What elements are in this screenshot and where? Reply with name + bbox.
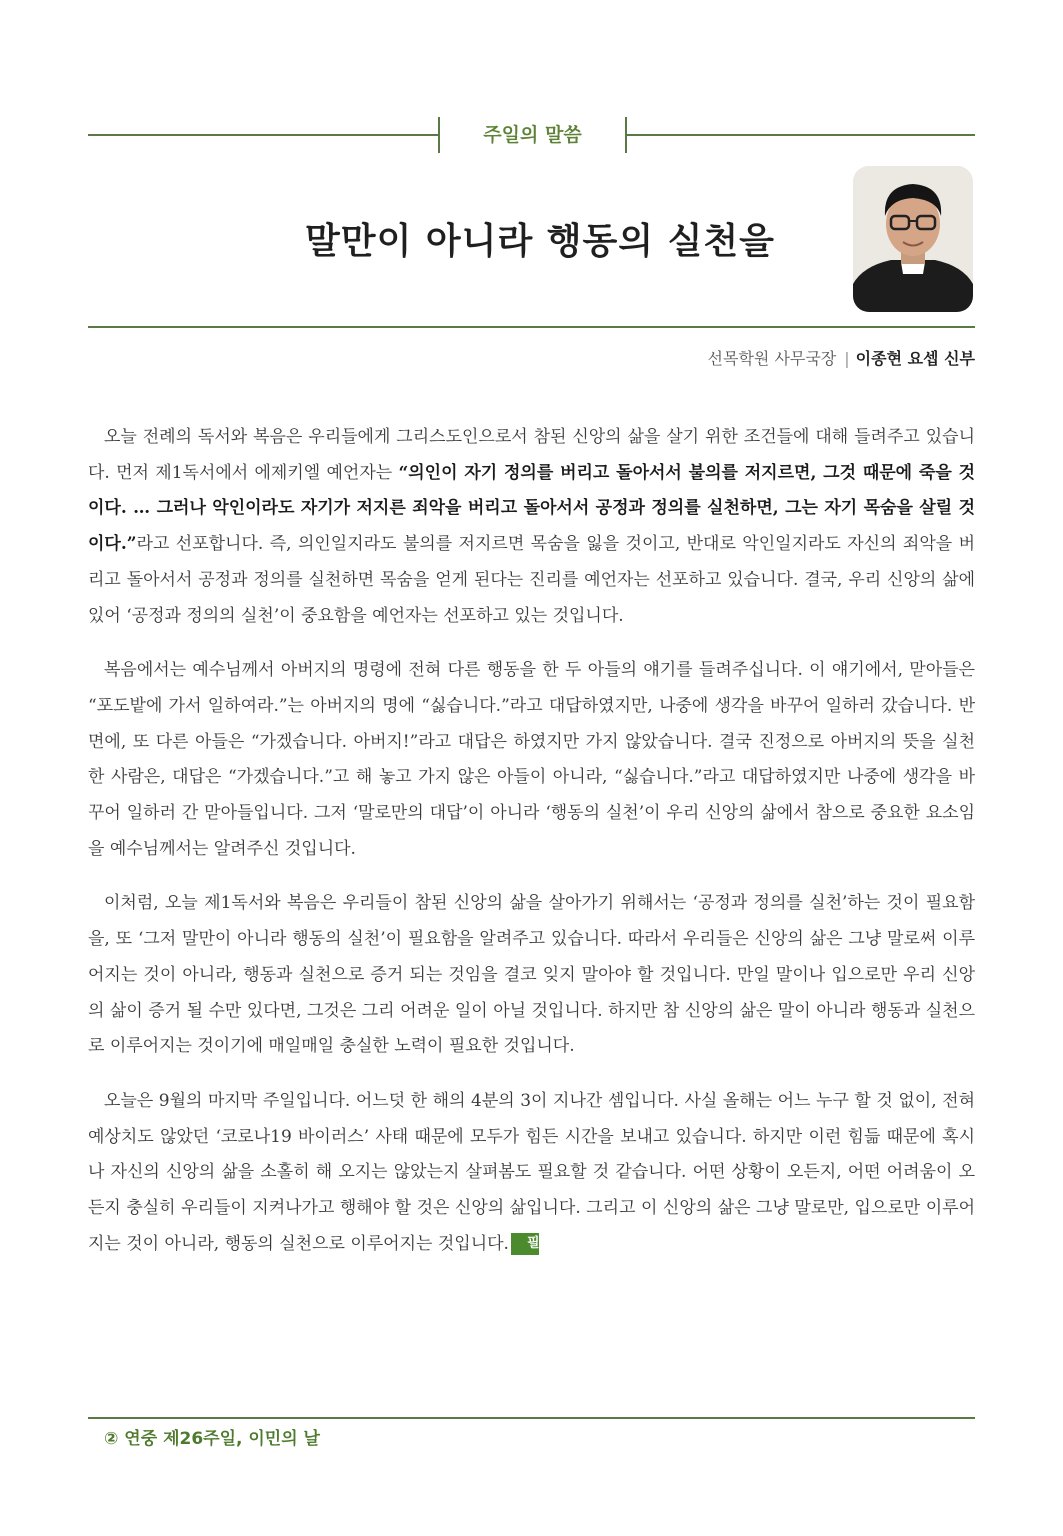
paragraph-1-intro: 오늘 전례의 독서와 복음은 우리들에게 그리스도인으로서 참된 신앙의 삶을 살기 위한 조건들에 대해 들려주고 있습니다. 먼저 제1독서에서 에제키엘 예언자는	[88, 427, 975, 483]
page-footer: ② 연중 제26주일, 이민의 날	[104, 1429, 320, 1449]
author-photo	[853, 166, 973, 312]
paragraph-1-rest: 라고 선포합니다. 즉, 의인일지라도 불의를 저지르면 목숨을 잃을 것이고, 반대로 악인일지라도 자신의 죄악을 버리고 돌아서서 공정과 정의를 실천하면 목숨을 얻게 된다는 진리를 예언자는 선포하고 있습니다. 결국, 우리 신앙의 삶에 있어 ‘공정과 정의의 실천’이 중요함을 예언자는 선포하고 있는 것입니다.	[88, 534, 975, 626]
title-rule	[88, 326, 975, 328]
footer-rule	[88, 1417, 975, 1419]
article-body	[88, 420, 975, 1281]
paragraph-2: 복음에서는 예수님께서 아버지의 명령에 전혀 다른 행동을 한 두 아들의 얘기를 들려주십니다. 이 얘기에서, 맏아들은 “포도밭에 가서 일하여라.”는 아버지의 명에 “싫습니다.”라고 대답하였지만, 나중에 생각을 바꾸어 일하러 갔습니다. 반면에, 또 다른 아들은 “가겠습니다. 아버지!”라고 대답은 하였지만 가지 않았습니다. 결국 진정으로 아버지의 뜻을 실천한 사람은, 대답은 “가겠습니다.”고 해 놓고 가지 않은 아들이 아니라, “싫습니다.”라고 대답하였지만 나중에 생각을 바꾸어 일하러 간 맏아들입니다. 그저 ‘말로만의 대답’이 아니라 ‘행동의 실천’이 우리 신앙의 삶에서 참으로 중요한 요소임을 예수님께서는 알려주신 것입니다.	[88, 660, 975, 859]
paragraph-4-text: 오늘은 9월의 마지막 주일입니다. 어느덧 한 해의 4분의 3이 지나간 셈입니다. 사실 올해는 어느 누구 할 것 없이, 전혀 예상치도 않았던 ‘코로나19 바이러스’ 사태 때문에 모두가 힘든 시간을 보내고 있습니다. 하지만 이런 힘듦 때문에 혹시나 자신의 신앙의 삶을 소홀히 해 오지는 않았는지 살펴봄도 필요할 것 같습니다. 어떤 상황이 오든지, 어떤 어려움이 오든지 충실히 우리들이 지켜나가고 행해야 할 것은 신앙의 삶입니다. 그리고 이 신앙의 삶은 그냥 말로만, 입으로만 이루어지는 것이 아니라, 행동의 실천으로 이루어지는 것입니다.	[88, 1090, 975, 1254]
paragraph-4	[88, 1084, 975, 1274]
header-rule-left	[88, 134, 438, 136]
section-label: 주일의 말씀	[483, 124, 582, 146]
end-mark: 필쿨	[511, 1233, 539, 1255]
paragraph-1	[88, 420, 975, 634]
article-title: 말만이 아니라 행동의 실천을	[305, 221, 775, 262]
paragraph-3: 이처럼, 오늘 제1독서와 복음은 우리들이 참된 신앙의 삶을 살아가기 위해서는 ‘공정과 정의를 실천’하는 것이 필요함을, 또 ‘그저 말만이 아니라 행동의 실천’이 필요함을 알려주고 있습니다. 따라서 우리들은 신앙의 삶은 그냥 말로써 이루어지는 것이 아니라, 행동과 실천으로 증거 되는 것임을 결코 잊지 말아야 할 것입니다. 만일 말이나 입으로만 우리 신앙의 삶이 증거 될 수만 있다면, 그것은 그리 어려운 일이 아닐 것입니다. 하지만 참 신앙의 삶은 말이 아니라 행동과 실천으로 이루어지는 것이기에 매일매일 충실한 노력이 필요한 것입니다.	[88, 893, 975, 1057]
author-name: 이종현 요셉 신부	[855, 349, 975, 368]
author-role: 선목학원 사무국장	[707, 349, 837, 368]
byline-separator: |	[844, 349, 850, 368]
paragraph-1-quote: “의인이 자기 정의를 버리고 돌아서서 불의를 저지르면, 그것 때문에 죽을 것이다. … 그러나 악인이라도 자기가 저지른 죄악을 버리고 돌아서서 공정과 정의를 실천하면, 그는 자기 목숨을 살릴 것이다.”	[88, 462, 975, 555]
byline	[708, 346, 975, 369]
header-rule-right	[625, 134, 975, 136]
